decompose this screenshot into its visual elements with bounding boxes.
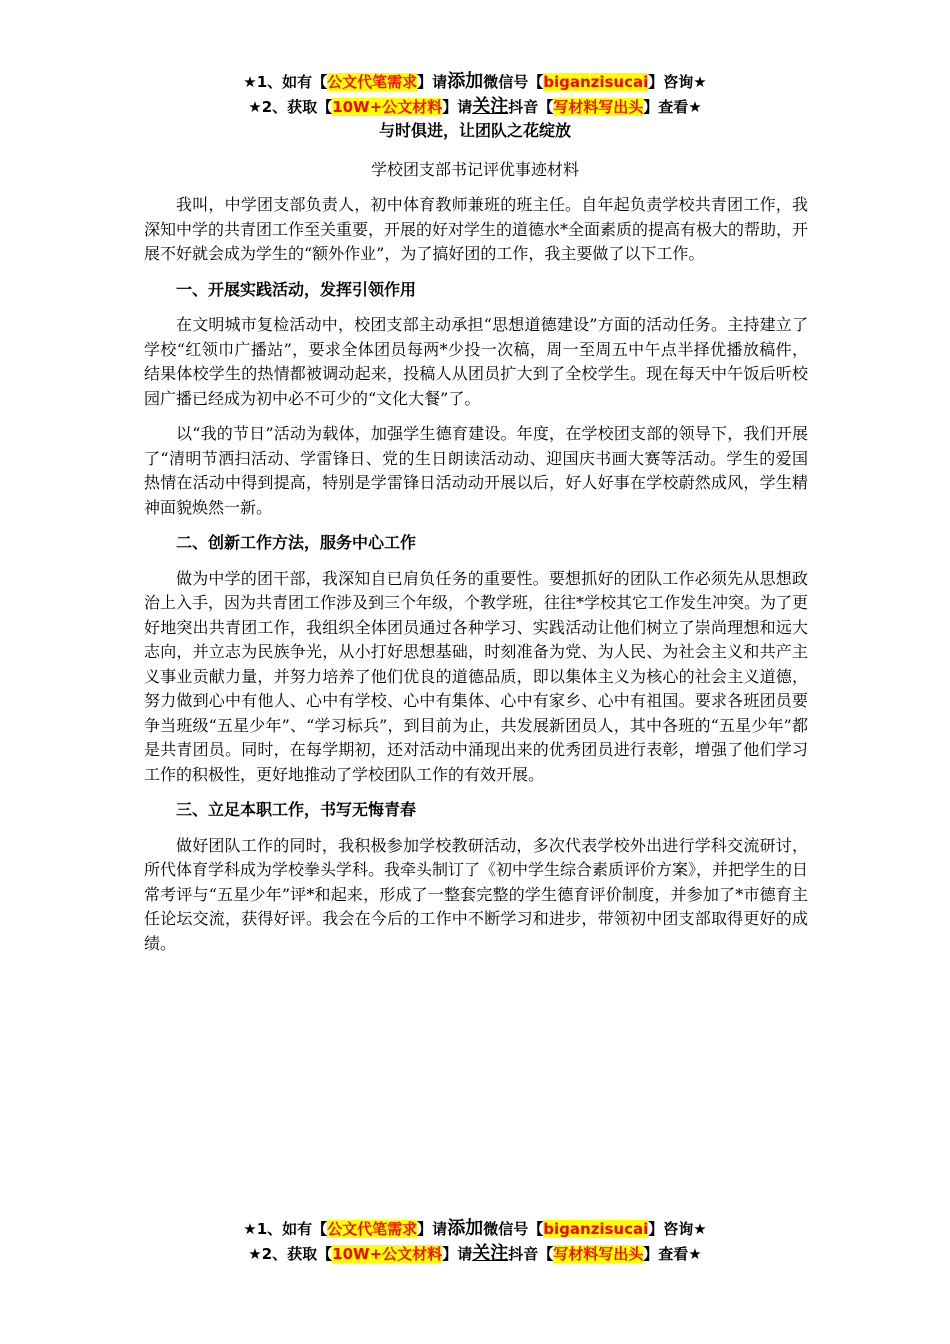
promo-douyin-id: 写材料写出头 — [553, 1245, 644, 1263]
promo-wechat-id: biganzisucai — [543, 73, 649, 91]
body-paragraph: 以“我的节日”活动为载体，加强学生德育建设。年度，在学校团支部的领导下，我们开展了“清明节洒扫活动、学雷锋日、党的生日朗读活动动、迎国庆书画大赛等活动。学生的爱国热情在活动中得到提高，特别是学雷锋日活动动开展以后，好人好事在学校蔚然成风，学生精神面貌焕然一新。 — [144, 424, 808, 517]
promo-text: ★1、如有【 — [243, 73, 328, 91]
promo-text: 】请 — [417, 1220, 448, 1238]
promo-wechat-id: biganzisucai — [543, 1220, 649, 1238]
promo-text: 微信号【 — [483, 1220, 544, 1238]
promo-highlight: 公文代笔需求 — [327, 1220, 418, 1238]
body-paragraph: 在文明城市复检活动中，校团支部主动承担“思想道德建设”方面的活动任务。主持建立了学校“红领巾广播站”，要求全体团员每两*少投一次稿，周一至周五中午点半择优播放稿件，结果体校学生的热情都被调动起来，投稿人从团员扩大到了全校学生。现在每天中午饭后听校园广播已经成为初中必不可少的“文化大餐”了。 — [144, 315, 808, 408]
promo-text: 】请 — [442, 1245, 473, 1263]
promo-text: 抖音【 — [508, 98, 554, 116]
promo-text: 】咨询★ — [648, 1220, 707, 1238]
promo-text: 】查看★ — [643, 98, 702, 116]
promo-highlight: 10W+公文材料 — [332, 98, 443, 116]
promo-emphasis: 添加 — [447, 71, 484, 92]
section-heading: 二、创新工作方法，服务中心工作 — [176, 533, 417, 552]
promo-emphasis: 关注 — [472, 1243, 509, 1264]
promo-text: ★2、获取【 — [248, 1245, 333, 1263]
promo-emphasis: 添加 — [447, 1218, 484, 1239]
body-paragraph: 做为中学的团干部，我深知自已肩负任务的重要性。要想抓好的团队工作必须先从思想政治上入手，因为共青团工作涉及到三个年级，个教学班，往往*学校其它工作发生冲突。为了更好地突出共青团工作，我组织全体团员通过各种学习、实践活动让他们树立了崇尚理想和远大志向，并立志为民族争光，从小打好思想基础，时刻准备为党、为人民、为社会主义和共产主义事业贡献力量，并努力培养了他们优良的道德品质，即以集体主义为核心的社会主义道德，努力做到心中有他人、心中有学校、心中有集体、心中有家乡、心中有祖国。要求各班团员要争当班级“五星少年”、“学习标兵”，到目前为止，共发展新团员人，其中各班的“五星少年”都是共青团员。同时，在每学期初，还对活动中涌现出来的优秀团员进行表彰，增强了他们学习工作的积极性，更好地推动了学校团队工作的有效开展。 — [144, 568, 809, 784]
promo-highlight: 公文代笔需求 — [327, 73, 418, 91]
promo-text: 抖音【 — [508, 1245, 554, 1263]
promo-highlight: 10W+公文材料 — [332, 1245, 443, 1263]
promo-line-2 — [0, 1241, 950, 1266]
promo-text: 微信号【 — [483, 73, 544, 91]
section-heading: 一、开展实践活动，发挥引领作用 — [176, 279, 417, 299]
promo-douyin-id: 写材料写出头 — [553, 98, 644, 116]
section-heading: 三、立足本职工作，书写无悔青春 — [176, 800, 417, 819]
promo-text: 】咨询★ — [648, 73, 707, 91]
promo-line-1 — [0, 1216, 950, 1241]
promo-line-2 — [0, 94, 950, 119]
promo-emphasis: 关注 — [472, 96, 509, 117]
promo-text: ★1、如有【 — [243, 1220, 328, 1238]
promo-text: 】请 — [442, 98, 473, 116]
promo-text: ★2、获取【 — [248, 98, 333, 116]
promo-banner-top — [0, 69, 950, 119]
body-paragraph: 做好团队工作的同时，我积极参加学校教研活动，多次代表学校外出进行学科交流研讨，所代体育学科成为学校拳头学科。我牵头制订了《初中学生综合素质评价方案》，并把学生的日常考评与“五星少年”评*和起来，形成了一整套完整的学生德育评价制度，并参加了*市德育主任论坛交流，获得好评。我会在今后的工作中不断学习和进步，带领初中团支部取得更好的成绩。 — [144, 835, 809, 953]
document-body — [144, 193, 808, 967]
intro-paragraph: 我叫，中学团支部负责人，初中体育教师兼班的班主任。自年起负责学校共青团工作，我深知中学的共青团工作至关重要，开展的好对学生的道德水*全面素质的提高有极大的帮助，开展不好就会成为学生的“额外作业”，为了搞好团的工作，我主要做了以下工作。 — [144, 195, 809, 263]
promo-line-1 — [0, 69, 950, 94]
promo-text: 】请 — [417, 73, 448, 91]
promo-text: 】查看★ — [643, 1245, 702, 1263]
document-title: 与时俱进，让团队之花绽放 — [378, 121, 571, 140]
promo-banner-bottom — [0, 1216, 950, 1266]
document-subtitle: 学校团支部书记评优事迹材料 — [370, 160, 579, 179]
